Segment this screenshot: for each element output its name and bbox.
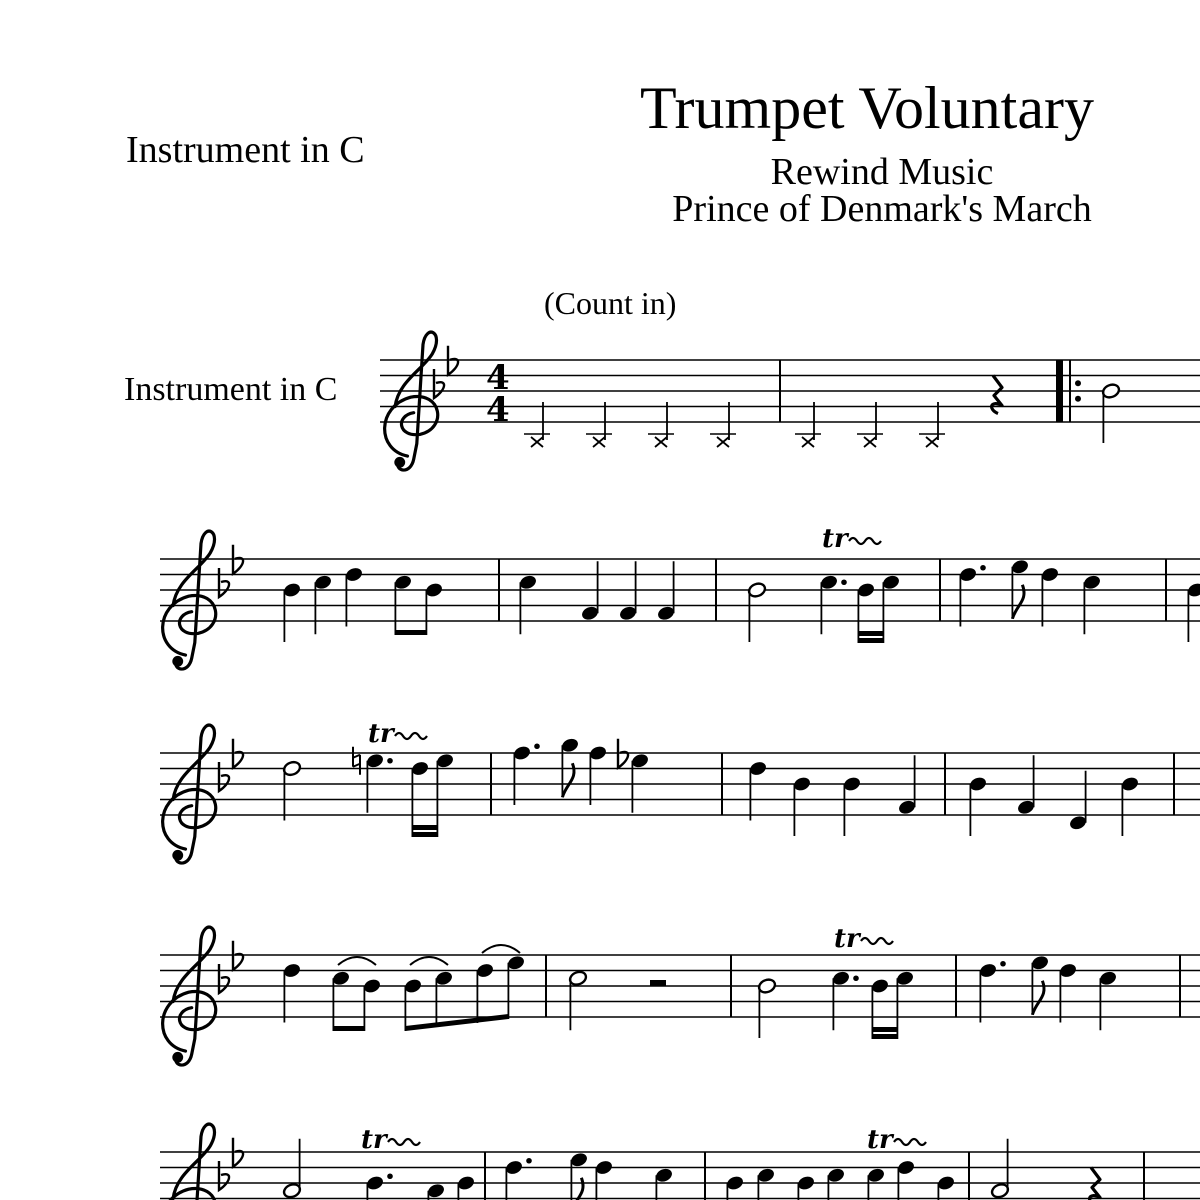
repeat-dot [1075,396,1081,402]
repeat-dot [1075,380,1081,386]
slash-notehead [926,437,938,447]
augmentation-dot [1000,961,1006,967]
augmentation-dot [387,1173,393,1179]
augmentation-dot [980,565,986,571]
trill-wave [849,538,881,544]
beam [412,832,437,837]
staff-system-3 [160,719,1200,863]
augmentation-dot [534,743,540,749]
slash-notehead [802,437,814,447]
augmentation-dot [853,975,859,981]
key-flat-b [219,964,229,993]
beam [872,1027,897,1032]
staff-system-4 [160,924,1200,1065]
quarter-rest [992,376,1002,414]
slur [482,945,520,953]
augmentation-dot [526,1158,532,1164]
score-title: Trumpet Voluntary [640,75,1094,141]
treble-clef-dot [172,850,183,861]
count-in-label: (Count in) [544,285,677,321]
trill-mark: tr [822,524,848,554]
treble-clef [163,531,216,669]
treble-clef-dot [172,656,183,667]
part-name-header: Instrument in C [126,129,365,171]
half-rest [650,980,666,986]
treble-clef [385,332,438,470]
beam [858,638,883,643]
beam [872,1034,897,1039]
score-subtitle: Rewind Music [770,151,994,193]
repeat-thick-bar [1056,360,1063,422]
treble-clef-dot [172,1052,183,1063]
trill-wave [861,938,893,944]
trill-wave [395,733,427,739]
trill-mark: tr [368,719,394,749]
treble-clef [163,927,216,1065]
slash-notehead [655,437,667,447]
trill-mark: tr [361,1125,387,1155]
trill-mark: tr [867,1125,893,1155]
note-flag [571,1178,583,1200]
slash-notehead [531,437,543,447]
beam [858,631,883,636]
key-flat-b [219,762,229,791]
beam [412,825,437,830]
treble-clef-dot [394,457,405,468]
staff-system-1 [380,332,1200,470]
slash-notehead [864,437,876,447]
slur [338,957,376,965]
beam [333,1026,364,1031]
slash-notehead [593,437,605,447]
slur [410,957,448,965]
trill-mark: tr [834,924,860,954]
beam [395,630,426,635]
treble-clef [163,725,216,863]
score-subtitle-2: Prince of Denmark's March [672,188,1092,230]
key-flat-b [219,1161,229,1190]
augmentation-dot [387,758,393,764]
staff-instrument-label: Instrument in C [124,371,338,408]
staff-system-5 [160,1124,1200,1200]
augmentation-dot [841,579,847,585]
time-signature-bottom: 4 [486,390,510,430]
trill-wave [388,1139,420,1145]
treble-clef [163,1124,216,1200]
staff-system-2 [160,524,1200,669]
key-flat-b [434,369,444,398]
trill-wave [894,1139,926,1145]
natural-sign [353,747,360,775]
key-flat-b [219,568,229,597]
slash-notehead [717,437,729,447]
time-signature-top: 4 [486,358,510,398]
